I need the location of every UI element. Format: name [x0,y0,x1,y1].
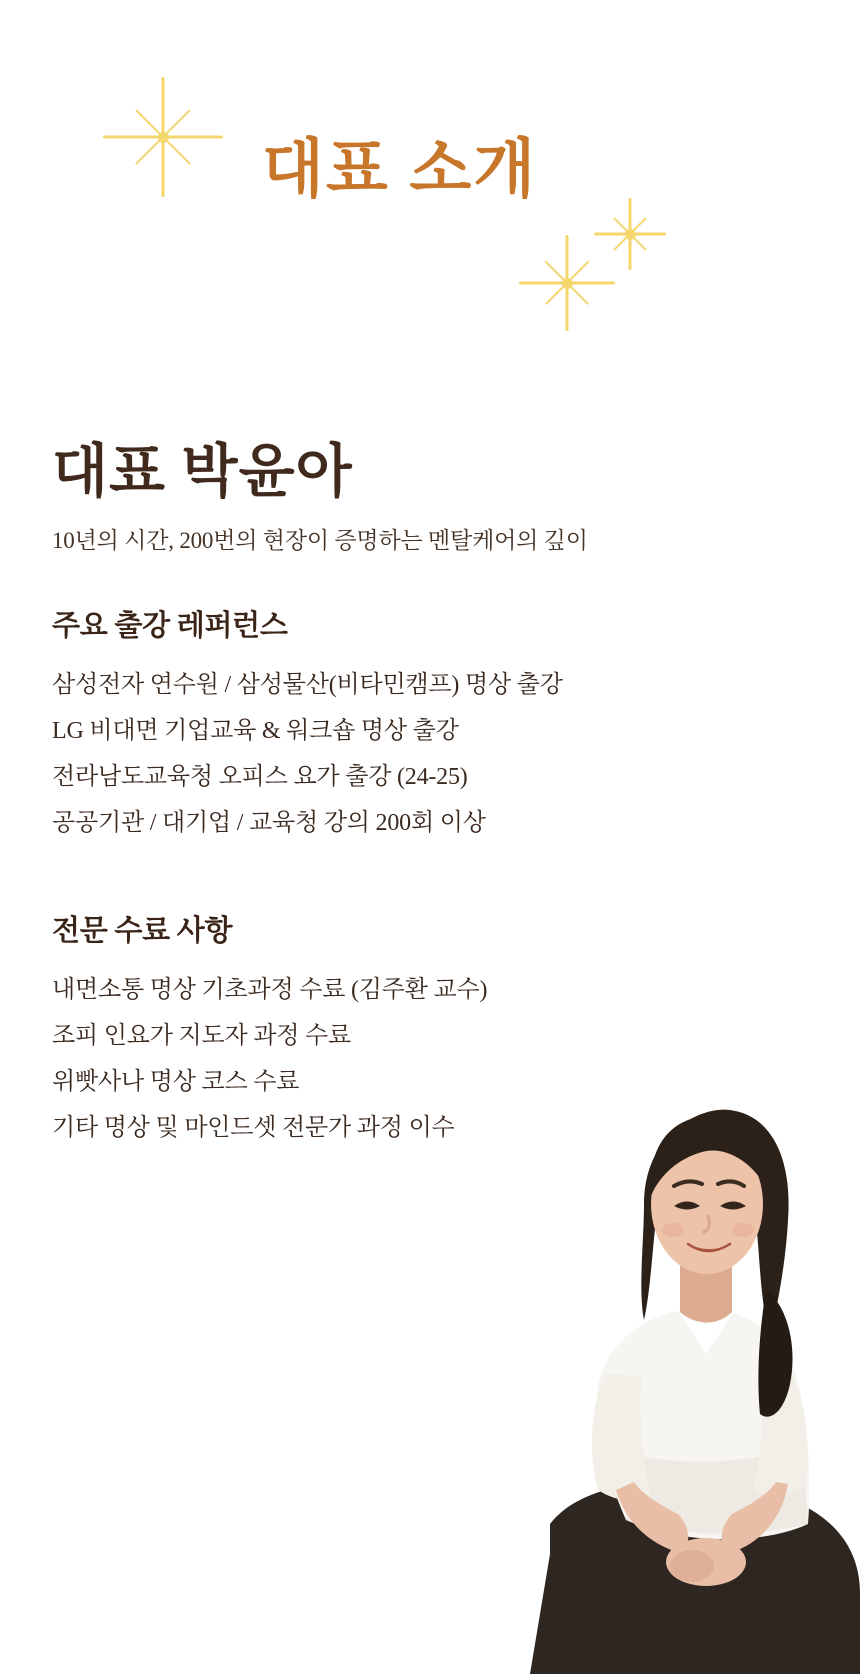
list-item: 조피 인요가 지도자 과정 수료 [52,1022,352,1049]
list-item: 위빳사나 명상 코스 수료 [52,1068,300,1095]
sparkle-ray-diagonal-1 [135,109,191,165]
list-item: 삼성전자 연수원 / 삼성물산(비타민캠프) 명상 출강 [52,671,563,698]
sparkle-ray-diagonal-2 [613,217,647,251]
sparkle-ray-vertical [162,77,165,197]
list-item: 기타 명상 및 마인드셋 전문가 과정 이수 [52,1114,455,1141]
reference-list [52,662,812,846]
sparkle-icon [519,235,615,331]
sparkle-ray-horizontal [594,233,666,236]
sparkle-ray-diagonal-2 [135,109,191,165]
sparkle-ray-vertical [629,198,632,270]
sparkle-ray-diagonal-1 [545,261,590,306]
sparkle-core [625,229,636,240]
header-banner [0,0,860,360]
list-item: 공공기관 / 대기업 / 교육청 강의 200회 이상 [52,809,486,836]
page-title: 대표 소개 [262,133,538,205]
profile-name: 대표 박윤아 [52,439,353,504]
list-item: 내면소통 명상 기초과정 수료 (김주환 교수) [52,976,488,1003]
sparkle-core [562,278,573,289]
profile-tagline: 10년의 시간, 200번의 현장이 증명하는 멘탈케어의 깊이 [52,527,588,553]
sparkle-ray-horizontal [103,136,223,139]
section-title: 주요 출강 레퍼런스 [52,609,288,642]
sparkle-core [158,132,169,143]
sparkle-ray-diagonal-2 [545,261,590,306]
sparkle-icon [103,77,223,197]
list-item: LG 비대면 기업교육 & 워크숍 명상 출강 [52,717,459,744]
profile-content [52,440,812,1151]
sparkle-icon [594,198,666,270]
section-title: 전문 수료 사항 [52,914,233,947]
sparkle-ray-vertical [566,235,569,331]
list-item: 전라남도교육청 오피스 요가 출강 (24-25) [52,763,468,790]
sparkle-ray-horizontal [519,282,615,285]
profile-photo [430,1054,860,1674]
sparkle-ray-diagonal-1 [613,217,647,251]
section-references [52,603,812,846]
